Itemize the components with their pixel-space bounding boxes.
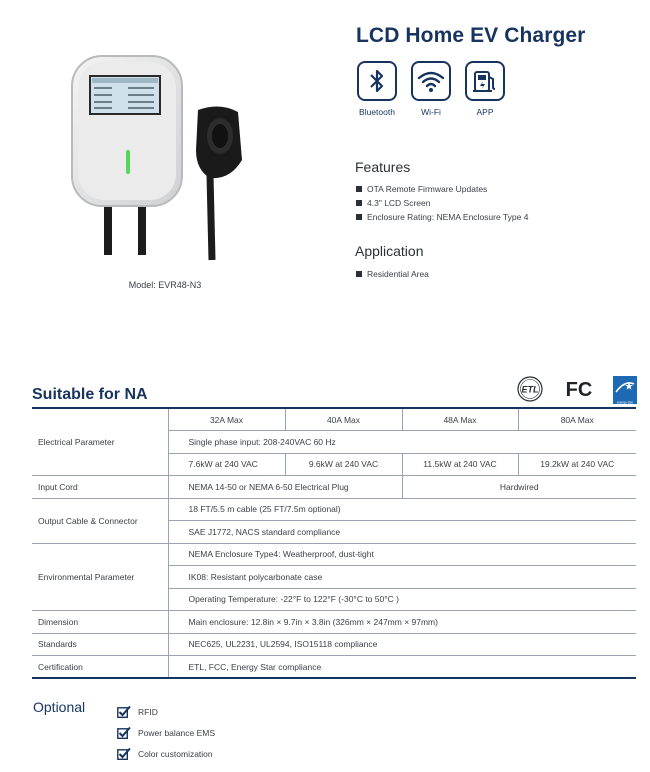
bluetooth-icon	[366, 68, 388, 94]
table-row	[32, 408, 636, 431]
certification-label: Certification	[32, 656, 168, 679]
output-cable-label: Output Cable & Connector	[32, 498, 168, 543]
electrical-label: Electrical Parameter	[32, 408, 168, 476]
table-row	[32, 498, 636, 521]
energy-star-logo-text: energy star	[617, 400, 633, 404]
app-feature	[455, 61, 515, 117]
table-row	[32, 611, 636, 634]
environmental-value: NEMA Enclosure Type4: Weatherproof, dust-tight	[168, 543, 636, 566]
list-item: Enclosure Rating: NEMA Enclosure Type 4	[356, 210, 528, 224]
features-heading: Features	[355, 159, 411, 175]
suitable-for-heading: Suitable for NA	[32, 386, 148, 403]
checkbox-checked-icon	[117, 726, 131, 739]
dimension-value: Main enclosure: 12.8in × 9.7in × 3.8in (326mm × 247mm × 97mm)	[168, 611, 636, 634]
standards-label: Standards	[32, 633, 168, 656]
environmental-value: Operating Temperature: -22°F to 122°F (-30°C to 50°C )	[168, 588, 636, 611]
wifi-label: Wi-Fi	[421, 107, 441, 117]
power-value: 11.5kW at 240 VAC	[402, 453, 518, 476]
certification-value: ETL, FCC, Energy Star compliance	[168, 656, 636, 679]
bluetooth-label: Bluetooth	[359, 107, 395, 117]
table-row	[32, 633, 636, 656]
list-item: 4.3" LCD Screen	[356, 196, 528, 210]
input-cord-hardwired: Hardwired	[402, 476, 636, 499]
application-list	[356, 267, 429, 281]
power-value: 19.2kW at 240 VAC	[518, 453, 636, 476]
page-title: LCD Home EV Charger	[356, 24, 586, 47]
bluetooth-feature	[347, 61, 407, 117]
optional-heading: Optional	[33, 699, 86, 715]
app-label: APP	[476, 107, 494, 117]
output-cable-value: 18 FT/5.5 m cable (25 FT/7.5m optional)	[168, 498, 636, 521]
amp-header: 32A Max	[168, 408, 285, 431]
list-item: OTA Remote Firmware Updates	[356, 182, 528, 196]
features-list	[356, 182, 528, 224]
energy-star-logo-icon	[613, 376, 637, 404]
model-caption: Model: EVR48-N3	[128, 280, 202, 290]
electrical-input: Single phase input: 208-240VAC 60 Hz	[168, 431, 636, 454]
environmental-label: Environmental Parameter	[32, 543, 168, 611]
spec-table	[32, 407, 636, 679]
checkbox-checked-icon	[117, 747, 131, 760]
table-row	[32, 476, 636, 499]
charger-product-image	[60, 50, 260, 265]
power-value: 7.6kW at 240 VAC	[168, 453, 285, 476]
optional-item-label: Power balance EMS	[138, 727, 216, 738]
input-cord-label: Input Cord	[32, 476, 168, 499]
fcc-logo-icon	[566, 379, 593, 401]
input-cord-plug: NEMA 14-50 or NEMA 6-50 Electrical Plug	[168, 476, 402, 499]
dimension-label: Dimension	[32, 611, 168, 634]
table-row	[32, 543, 636, 566]
table-row	[32, 656, 636, 679]
environmental-value: IK08: Resistant polycarbonate case	[168, 566, 636, 589]
standards-value: NEC625, UL2231, UL2594, ISO15118 compliance	[168, 633, 636, 656]
optional-item-label: Color customization	[138, 748, 213, 759]
amp-header: 80A Max	[518, 408, 636, 431]
etl-logo-icon	[518, 377, 542, 401]
list-item	[117, 722, 215, 743]
optional-item-label: RFID	[138, 706, 158, 717]
wifi-icon	[417, 69, 445, 93]
application-heading: Application	[355, 243, 424, 259]
amp-header: 48A Max	[402, 408, 518, 431]
output-cable-value: SAE J1772, NACS standard compliance	[168, 521, 636, 544]
etl-logo-text: ETL	[521, 384, 539, 395]
list-item: Residential Area	[356, 267, 429, 281]
certification-logos	[517, 376, 637, 404]
power-value: 9.6kW at 240 VAC	[285, 453, 402, 476]
optional-list	[117, 701, 215, 764]
fcc-logo-text: FC	[565, 379, 593, 401]
wifi-feature	[401, 61, 461, 117]
app-icon	[472, 68, 498, 94]
checkbox-checked-icon	[117, 705, 131, 718]
list-item	[117, 743, 215, 764]
amp-header: 40A Max	[285, 408, 402, 431]
list-item	[117, 701, 215, 722]
